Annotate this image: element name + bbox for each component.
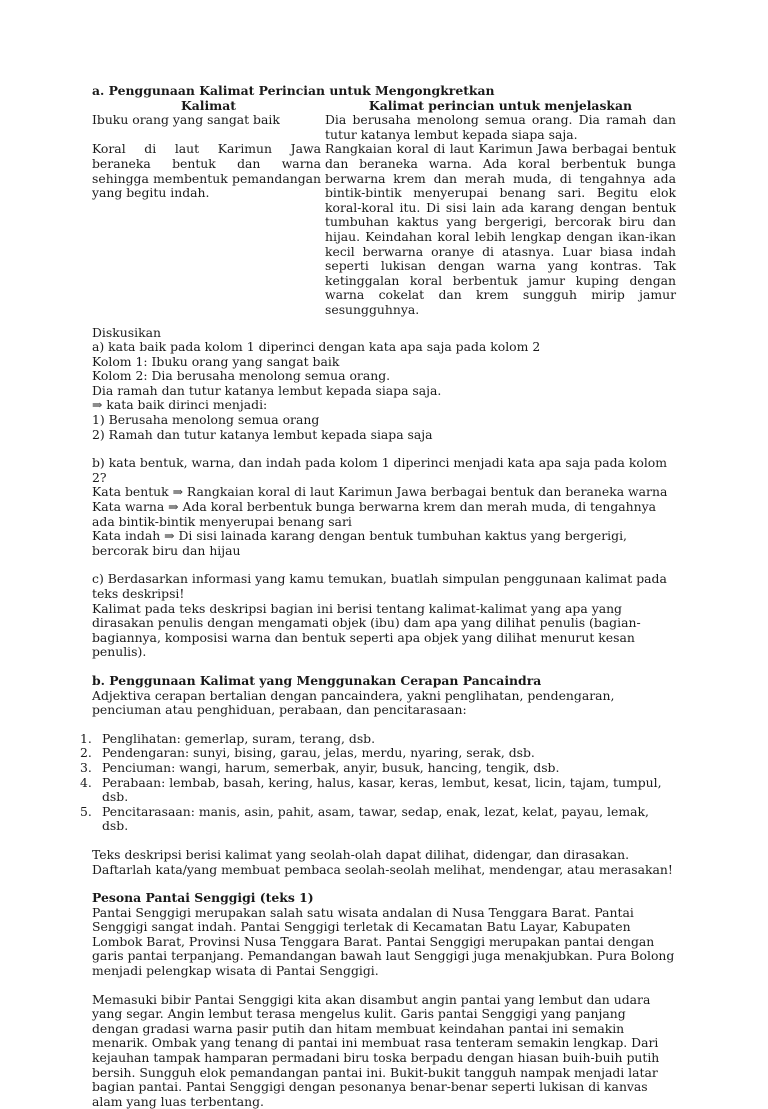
pancaindra-list xyxy=(80,730,676,834)
perincian-table xyxy=(92,99,676,318)
answer-paragraph: Kalimat pada teks deskripsi bagian ini berisi tentang kalimat-kalimat yang apa yang dirasakan penulis dengan mengamati objek (ibu) dam apa yang dilihat penulis (bagian-bagiannya, komposisi warna dan bentuk seperti apa objek yang dilihat menurut kesan penulis). xyxy=(92,600,641,660)
table-cell-kalimat: Ibuku orang yang sangat baik xyxy=(92,112,280,128)
table-header-kalimat: Kalimat xyxy=(180,97,237,113)
answer-line: Kolom 2: Dia berusaha menolong semua orang. xyxy=(92,368,391,384)
list-item: 3. Penciuman: wangi, harum, semerbak, anyir, busuk, hancing, tengik, dsb. xyxy=(80,759,560,775)
answer-line: Kolom 1: Ibuku orang yang sangat baik xyxy=(92,353,340,369)
list-item: 1. Penglihatan: gemerlap, suram, terang, dsb. xyxy=(80,730,376,746)
diskusi-title: Diskusikan xyxy=(92,324,161,340)
table-header-perincian: Kalimat perincian untuk menjelaskan xyxy=(368,97,633,113)
answer-line: 2) Ramah dan tutur katanya lembut kepada siapa saja xyxy=(92,426,433,442)
table-cell-kalimat: Koral di laut Karimun Jawa beraneka bentuk dan warna sehingga membentuk pemandangan yang begitu indah. xyxy=(92,141,321,201)
list-item: 4. Perabaan: lembab, basah, kering, halus, kasar, keras, lembut, kesat, licin, tajam, tumpul, dsb. xyxy=(80,774,662,805)
answer-line: Kata warna ⇒ Ada koral berbentuk bunga berwarna krem dan merah muda, di tengahnya ada bintik-bintik menyerupai benang sari xyxy=(92,499,656,529)
teks-deskripsi-instruction: Teks deskripsi berisi kalimat yang seolah-olah dapat dilihat, didengar, dan dirasakan. Daftarlah kata/yang membuat pembaca seolah-seolah melihat, mendengar, atau merasakan! xyxy=(92,846,673,877)
table-cell-perincian: Rangkaian koral di laut Karimun Jawa berbagai bentuk dan beraneka warna. Ada koral berbentuk bunga berwarna krem dan merah muda, di tengahnya ada bintik-bintik menyerupai benang sari. Begitu elok koral-koral itu. Di sisi lain ada karang dengan bentuk tumbuhan kaktus yang bergerigi, bercorak biru dan hijau. Keindahan koral lebih lengkap dengan ikan-ikan kecil berwarna oranye di atasnya. Luar biasa indah seperti lukisan dengan warna yang kontras. Tak ketinggalan koral berbentuk jamur kuping dengan warna cokelat dan krem sungguh mirip jamur sesungguhnya. xyxy=(325,141,676,317)
answer-line: Dia ramah dan tutur katanya lembut kepada siapa saja. xyxy=(92,382,442,398)
table-row xyxy=(92,142,676,317)
table-cell-perincian: Dia berusaha menolong semua orang. Dia ramah dan tutur katanya lembut kepada siapa saja. xyxy=(325,112,676,142)
answer-line: Kata indah ⇒ Di sisi lainada karang dengan bentuk tumbuhan kaktus yang bergerigi, bercorak biru dan hijau xyxy=(92,528,627,558)
list-item: 5. Pencitarasaan: manis, asin, pahit, asam, tawar, sedap, enak, lezat, kelat, payau, lemak, dsb. xyxy=(80,803,649,834)
answer-line: Kata bentuk ⇒ Rangkaian koral di laut Karimun Jawa berbagai bentuk dan beraneka warna xyxy=(92,484,668,500)
list-item: 2. Pendengaran: sunyi, bising, garau, jelas, merdu, nyaring, serak, dsb. xyxy=(80,745,535,761)
pesona-paragraph-2: Memasuki bibir Pantai Senggigi kita akan disambut angin pantai yang lembut dan udara yang segar. Angin lembut terasa mengelus kulit. Garis pantai Senggigi yang panjang dengan gradasi warna pasir putih dan hitam membuat keindahan pantai ini semakin menarik. Ombak yang tenang di pantai ini membuat rasa tenteram semakin lengkap. Dari kejauhan tampak hamparan permadani biru toska berpadu dengan hiasan buih-buih putih bersih. Sungguh elok pemandangan pantai ini. Bukit-bukit tangguh nampak menjadi latar bagian pantai. Pantai Senggigi dengan pesonanya benar-benar seperti lukisan di kanvas alam yang luas terbentang. xyxy=(92,991,660,1109)
pesona-title: Pesona Pantai Senggigi (teks 1) xyxy=(92,890,314,906)
answer-line: 1) Berusaha menolong semua orang xyxy=(92,412,320,428)
answer-line: ⇒ kata baik dirinci menjadi: xyxy=(92,397,268,413)
section-b-intro: Adjektiva cerapan bertalian dengan pancaindera, yakni penglihatan, pendengaran, penciuman atau penghiduan, perabaan, dan pencitarasaan: xyxy=(92,687,615,718)
section-a-heading: a. Penggunaan Kalimat Perincian untuk Mengongkretkan xyxy=(92,83,495,98)
document-content xyxy=(80,83,676,1109)
pesona-paragraph-1: Pantai Senggigi merupakan salah satu wisata andalan di Nusa Tenggara Barat. Pantai Senggigi sangat indah. Pantai Senggigi terletak di Kecamatan Batu Layar, Kabupaten Lombok Barat, Provinsi Nusa Tenggara Barat. Pantai Senggigi merupakan pantai dengan garis pantai terpanjang. Pemandangan bawah laut Senggigi juga menakjubkan. Pura Bolong menjadi pelengkap wisata di Pantai Senggigi. xyxy=(92,904,675,979)
table-header-row xyxy=(92,99,676,114)
section-b-heading: b. Penggunaan Kalimat yang Menggunakan Cerapan Pancaindra xyxy=(92,672,542,688)
question-a: a) kata baik pada kolom 1 diperinci dengan kata apa saja pada kolom 2 xyxy=(92,339,541,355)
question-c: c) Berdasarkan informasi yang kamu temukan, buatlah simpulan penggunaan kalimat pada teks deskripsi! xyxy=(92,571,667,601)
table-row xyxy=(92,113,676,142)
question-b: b) kata bentuk, warna, dan indah pada kolom 1 diperinci menjadi kata apa saja pada kolom 2? xyxy=(92,455,668,485)
